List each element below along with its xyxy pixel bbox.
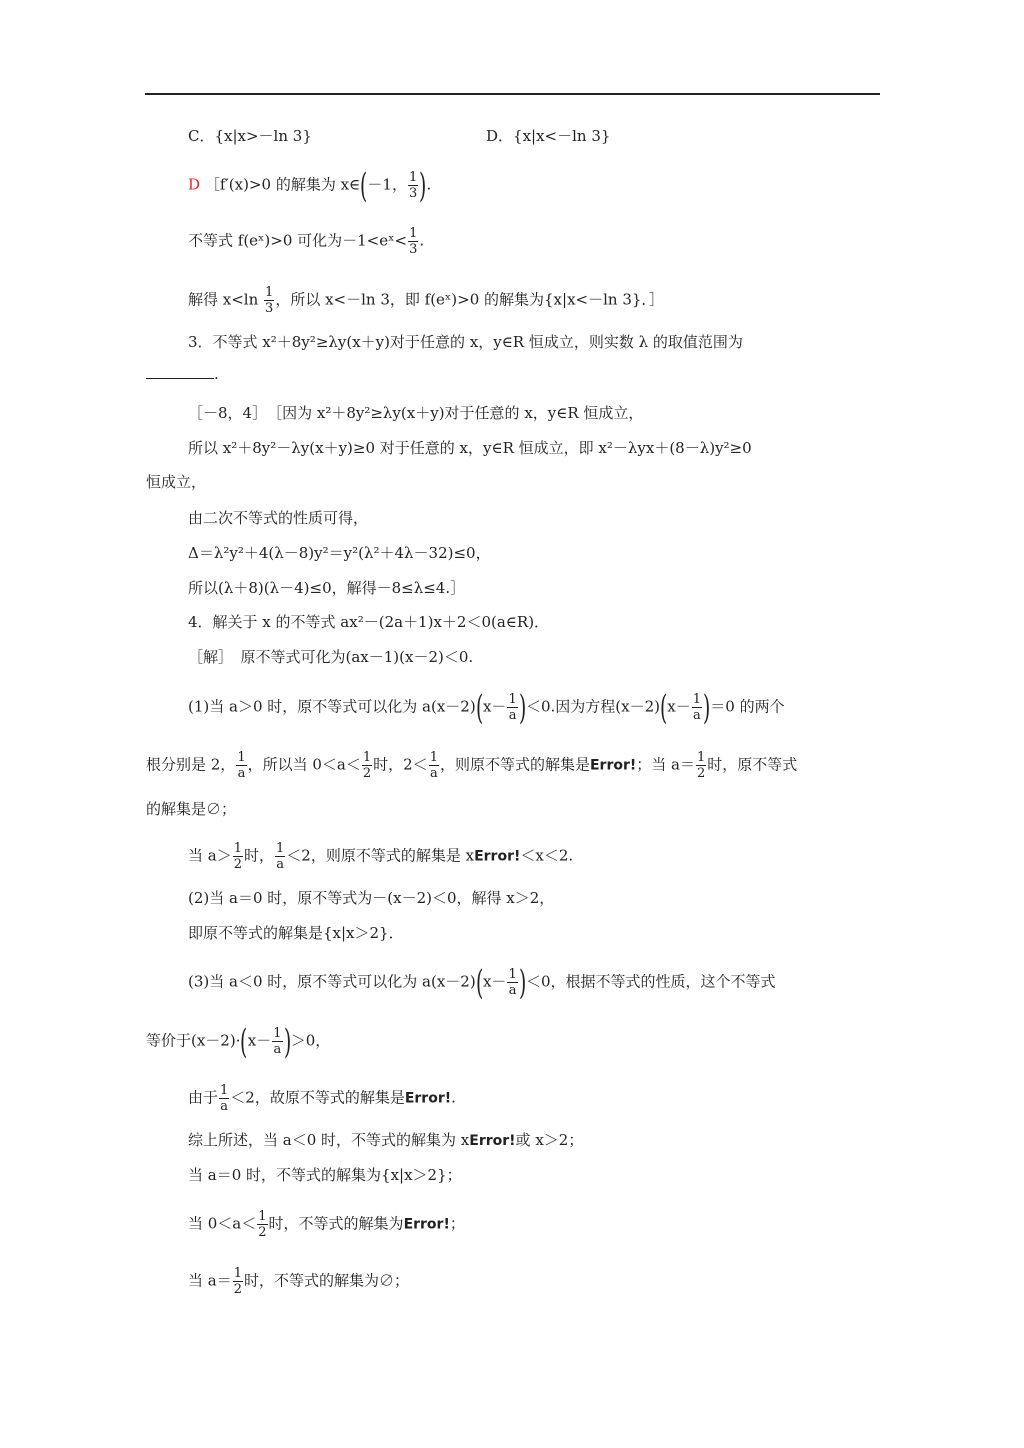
parenthesis: )	[703, 687, 711, 728]
fraction	[692, 692, 702, 723]
left-paren: (	[360, 165, 368, 206]
answer-3-line-2: 所以 x²＋8y²－λy(x＋y)≥0 对于任意的 x，y∈R 恒成立，即 x²－λyx＋(8－λ)y²≥0	[188, 439, 752, 457]
answer-3-line-3: 恒成立，	[146, 473, 207, 491]
option-d: D．{x|x<－ln 3}	[486, 127, 611, 145]
summary-line-4: 当 a＝ $\frac{1}{2}$ 时，不等式的解集为∅；	[188, 1266, 410, 1297]
answer-blank	[146, 364, 214, 379]
fraction-numerator: 1	[409, 226, 418, 241]
fraction	[219, 1083, 229, 1114]
question-4: 4．解关于 x 的不等式 ax²－(2a＋1)x＋2＜0(a∈R)．	[188, 613, 550, 631]
answer-2-line-1: D ［f′(x)>0 的解集为 x∈(－1， $\frac{1}{3}$ ).	[188, 165, 432, 206]
fraction	[275, 841, 285, 872]
parenthesis: (	[660, 687, 668, 728]
fraction-numerator: 1	[696, 750, 706, 765]
fraction	[696, 750, 706, 781]
fraction	[272, 1026, 282, 1057]
fraction-numerator: 1	[233, 841, 242, 856]
parenthesis: )	[518, 687, 526, 728]
fraction-numerator: 1	[273, 1026, 282, 1041]
fraction-numerator: 1	[258, 1209, 267, 1224]
parenthesis: (	[475, 687, 483, 728]
fraction-denominator: 3	[265, 301, 274, 316]
fraction	[362, 750, 372, 781]
case-3-line-2: 等价于(x－2)·(x－ $\frac{1}{a}$ )＞0，	[146, 1021, 331, 1062]
fraction-denominator: 2	[362, 766, 372, 781]
fraction-denominator: 2	[233, 857, 242, 872]
fraction-numerator: 1	[429, 750, 438, 765]
case-1-line-4: 当 a＞ $\frac{1}{2}$ 时， $\frac{1}{a}$ ＜2，则原不等式的解集是 xError!＜x＜2.	[188, 841, 574, 872]
fraction-numerator: 1	[265, 285, 274, 300]
fraction	[507, 692, 517, 723]
option-c: C．{x|x>－ln 3}	[188, 127, 312, 145]
case-3-line-3: 由于 $\frac{1}{a}$ ＜2，故原不等式的解集是Error!.	[188, 1083, 456, 1114]
answer-2-line-3: 解得 x<ln $\frac{1}{3}$ ，所以 x<－ln 3，即 f(eˣ)>0 的解集为{x|x<－ln 3}．］	[188, 285, 664, 316]
right-paren: )	[419, 165, 427, 206]
error-text: Error!	[404, 1090, 452, 1107]
fraction	[233, 1266, 243, 1297]
fraction-numerator: 1	[237, 750, 246, 765]
fraction-denominator: a	[693, 708, 701, 723]
solution-intro: ［解］ 原不等式可化为(ax－1)(x－2)＜0.	[188, 648, 474, 666]
question-3-blank: .	[146, 362, 219, 386]
error-text: Error!	[589, 757, 637, 774]
fraction-denominator: a	[273, 1042, 282, 1057]
fraction-numerator: 1	[508, 692, 517, 707]
fraction	[507, 967, 517, 998]
fraction-numerator: 1	[362, 750, 372, 765]
fraction-numerator: 1	[220, 1083, 229, 1098]
summary-line-1: 综上所述，当 a＜0 时，不等式的解集为 xError!或 x＞2；	[188, 1131, 584, 1149]
summary-line-2: 当 a＝0 时，不等式的解集为{x|x＞2}；	[188, 1166, 462, 1184]
fraction-denominator: a	[237, 766, 246, 781]
header-rule	[145, 93, 880, 95]
fraction-denominator: a	[508, 708, 517, 723]
error-text: Error!	[469, 1133, 516, 1149]
fraction	[257, 1209, 267, 1240]
answer-3-line-6: 所以(λ＋8)(λ－4)≤0，解得－8≤λ≤4.］	[188, 579, 466, 597]
case-1-line-3: 的解集是∅；	[146, 800, 237, 818]
fraction-denominator: 3	[408, 186, 418, 201]
fraction-denominator: 3	[409, 242, 418, 257]
case-3-line-1: (3)当 a＜0 时，原不等式可以化为 a(x－2)(x－ $\frac{1}{a}$ )＜0，根据不等式的性质，这个不等式	[188, 962, 776, 1003]
fraction-numerator: 1	[233, 1266, 242, 1281]
summary-line-3: 当 0＜a＜ $\frac{1}{2}$ 时，不等式的解集为Error!；	[188, 1209, 465, 1240]
answer-3-line-4: 由二次不等式的性质可得，	[188, 509, 369, 527]
answer-2-line-2: 不等式 f(eˣ)>0 可化为－1<eˣ< $\frac{1}{3}$ .	[188, 226, 425, 257]
answer-3-line-5: Δ＝λ²y²＋4(λ－8)y²＝y²(λ²＋4λ－32)≤0，	[188, 544, 491, 562]
fraction-denominator: a	[429, 766, 438, 781]
case-2-line-2: 即原不等式的解集是{x|x＞2}．	[188, 924, 404, 942]
fraction-denominator: 2	[233, 1282, 242, 1297]
fraction-denominator: 2	[258, 1225, 267, 1240]
case-2-line-1: (2)当 a＝0 时，原不等式为－(x－2)＜0，解得 x＞2，	[188, 889, 555, 907]
fraction-numerator: 1	[276, 841, 285, 856]
fraction	[429, 750, 439, 781]
error-text: Error!	[474, 848, 521, 865]
fraction-numerator: 1	[508, 967, 517, 982]
parenthesis: (	[475, 962, 483, 1003]
parenthesis: )	[518, 962, 526, 1003]
fraction-denominator: a	[276, 857, 285, 872]
case-1-line-2: 根分别是 2， $\frac{1}{a}$ ，所以当 0＜a＜ $\frac{1}{2}$ 时，2＜ $\frac{1}{a}$ ，则原不等式的解集是Error!；当 a＝ $\frac{1}{2}$ 时，原不等式	[146, 750, 798, 781]
fraction	[264, 285, 274, 316]
case-1-line-1: (1)当 a＞0 时，原不等式可以化为 a(x－2)(x－ $\frac{1}{a}$ )＜0.因为方程(x－2)(x－ $\frac{1}{a}$ )＝0 的两个	[188, 687, 785, 728]
question-3: 3．不等式 x²＋8y²≥λy(x＋y)对于任意的 x，y∈R 恒成立，则实数 λ 的取值范围为	[188, 333, 743, 351]
parenthesis: )	[283, 1021, 291, 1062]
answer-3-line-1: ［－8，4］ ［因为 x²＋8y²≥λy(x＋y)对于任意的 x，y∈R 恒成立，	[188, 404, 644, 422]
fraction-numerator: 1	[408, 170, 418, 185]
fraction-denominator: a	[508, 983, 517, 998]
fraction-denominator: a	[220, 1099, 229, 1114]
parenthesis: (	[240, 1021, 248, 1062]
answer-letter: D	[188, 175, 201, 194]
fraction	[236, 750, 246, 781]
fraction-denominator: 2	[696, 766, 706, 781]
fraction	[408, 170, 418, 201]
fraction	[233, 841, 243, 872]
fraction	[408, 226, 418, 257]
error-text: Error!	[403, 1216, 450, 1233]
fraction-numerator: 1	[692, 692, 702, 707]
